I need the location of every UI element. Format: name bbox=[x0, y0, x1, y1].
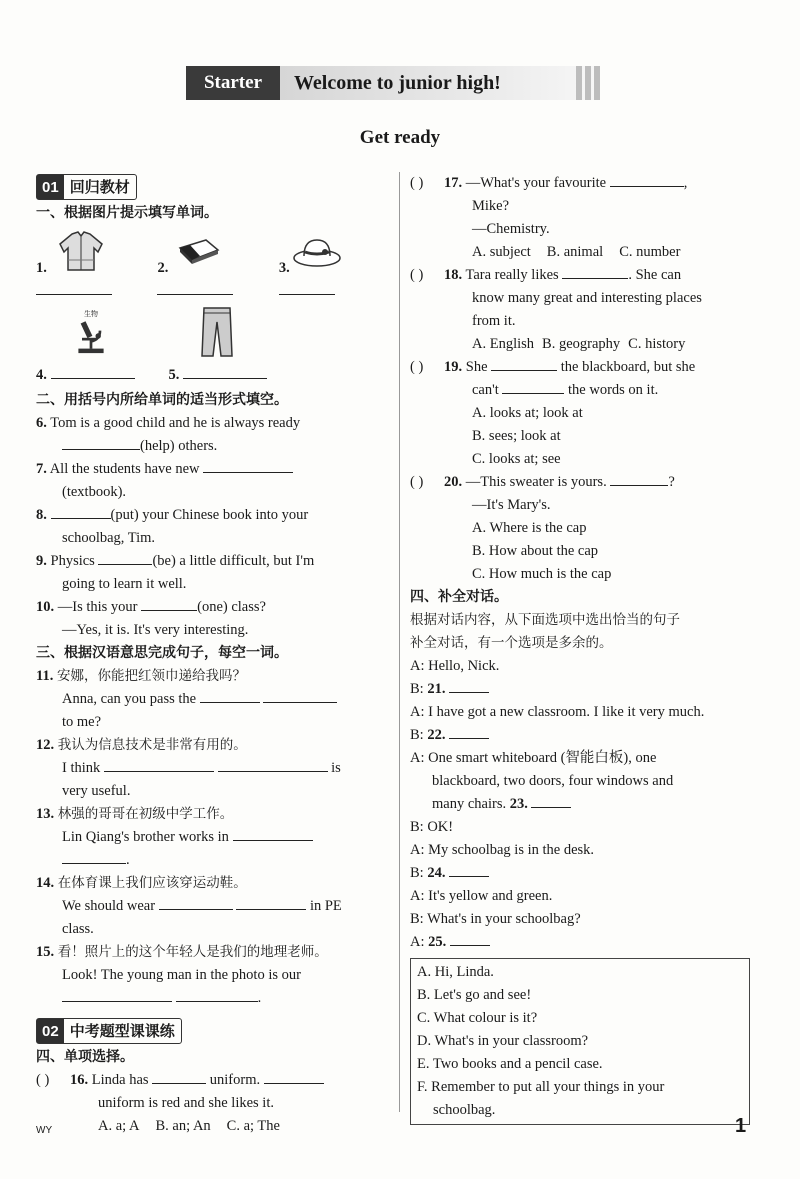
blank-q23[interactable] bbox=[531, 793, 571, 808]
answer-blank-4[interactable] bbox=[51, 364, 135, 379]
question-15: 15. 看！照片上的这个年轻人是我们的地理老师。 bbox=[36, 944, 328, 960]
option-17b[interactable]: B. animal bbox=[546, 244, 604, 260]
blank-q19b[interactable] bbox=[502, 379, 564, 394]
answer-row-2: 4. 5. bbox=[36, 361, 381, 387]
footer-code: WY bbox=[36, 1125, 53, 1136]
dialogue-line: B: 24. bbox=[410, 862, 758, 885]
answer-blank-5[interactable] bbox=[183, 364, 267, 379]
answer-blank-2[interactable] bbox=[157, 280, 233, 295]
option-d[interactable]: D. What's in your classroom? bbox=[417, 1033, 589, 1049]
picture-row-2 bbox=[36, 303, 381, 361]
option-e[interactable]: E. Two books and a pencil case. bbox=[417, 1056, 603, 1072]
part3-heading: 三、根据汉语意思完成句子，每空一词。 bbox=[36, 645, 288, 661]
option-16a[interactable]: A. a; A bbox=[98, 1118, 140, 1134]
banner-bars bbox=[576, 66, 600, 100]
dialogue-line: A: My schoolbag is in the desk. bbox=[410, 842, 595, 858]
starter-label: Starter bbox=[186, 66, 280, 100]
trousers-icon bbox=[192, 310, 242, 354]
blank-q10[interactable] bbox=[141, 596, 197, 611]
option-f-continued: schoolbag. bbox=[433, 1102, 496, 1118]
section-number: 01 bbox=[37, 175, 64, 199]
part4-heading: 四、单项选择。 bbox=[36, 1049, 134, 1065]
answer-blank-1[interactable] bbox=[36, 280, 112, 295]
blank-q11a[interactable] bbox=[200, 688, 260, 703]
question-14: 14. 在体育课上我们应该穿运动鞋。 bbox=[36, 875, 247, 891]
column-divider bbox=[399, 172, 400, 1112]
question-8: 8. (put) your Chinese book into your bbox=[36, 504, 381, 527]
blank-q15b[interactable] bbox=[176, 987, 258, 1002]
option-20c[interactable]: C. How much is the cap bbox=[472, 566, 612, 582]
blank-q9[interactable] bbox=[98, 550, 152, 565]
instructions-line-1: 根据对话内容，从下面选项中选出恰当的句子 bbox=[410, 612, 680, 628]
question-9: 9. Physics (be) a little difficult, but I'm bbox=[36, 550, 381, 573]
option-b[interactable]: B. Let's go and see! bbox=[417, 987, 532, 1003]
option-17c[interactable]: C. number bbox=[619, 244, 681, 260]
right-column: ( ) 17. —What's your favourite , Mike? —Chemistry. A. subject B. animal C. number ( ) 18. Tara really likes . She can know many great and interesting places from it. A. English B. geography C. history ( ) 19. She the blackboard, but she can't the words on it. A. looks at; look at B. sees; look at C. looks at; see ( ) 20. —This sweater is yours. ? —It's Mary's. A. Where is the cap B. How about the cap C. How much is the cap 四、补全对话。 根据对话内容，从下面选项中选出恰当的句子 补全对话，有一个选项是多余的。 A: Hello, Nick. B: 21. A: I have got a new classroom. I like it very much. B: 22. A: One smart whiteboard (智能白板), one blackboard, two doors, four windows and many chairs. 23. B: OK! A: My schoolbag is in the desk. B: 24. A: It's yellow and green. B: What's in your schoolbag? A: 25. A. Hi, Linda. B. Let's go and see! C. What colour is it? D. What's in your classroom? E. Two books and a pencil case. F. Remember to put all your things in your schoolbag. bbox=[410, 172, 758, 1125]
question-19: ( ) 19. She the blackboard, but she bbox=[410, 356, 758, 379]
question-13: 13. 林强的哥哥在初级中学工作。 bbox=[36, 806, 234, 822]
dialogue-line: many chairs. 23. bbox=[410, 793, 758, 816]
question-10: 10. —Is this your (one) class? bbox=[36, 596, 381, 619]
blank-q8[interactable] bbox=[51, 504, 111, 519]
section-title: 回归教材 bbox=[69, 177, 130, 196]
option-17a[interactable]: A. subject bbox=[472, 244, 531, 260]
dialogue-line: B: 22. bbox=[410, 724, 758, 747]
option-16b[interactable]: B. an; An bbox=[155, 1118, 211, 1134]
option-20a[interactable]: A. Where is the cap bbox=[472, 520, 587, 536]
blank-q11b[interactable] bbox=[263, 688, 337, 703]
blank-q25[interactable] bbox=[450, 931, 490, 946]
part5-heading: 四、补全对话。 bbox=[410, 589, 508, 605]
blank-q6[interactable] bbox=[62, 435, 140, 450]
question-20: ( ) 20. —This sweater is yours. ? bbox=[410, 471, 758, 494]
question-17: ( ) 17. —What's your favourite , bbox=[410, 172, 758, 195]
option-19b[interactable]: B. sees; look at bbox=[472, 428, 561, 444]
blank-q22[interactable] bbox=[449, 724, 489, 739]
blank-q21[interactable] bbox=[449, 678, 489, 693]
dialogue-line: A: Hello, Nick. bbox=[410, 658, 500, 674]
option-19c[interactable]: C. looks at; see bbox=[472, 451, 561, 467]
microscope-icon: 生物 bbox=[66, 310, 116, 354]
option-18a[interactable]: A. English bbox=[472, 336, 535, 352]
question-16: ( ) 16. Linda has uniform. bbox=[36, 1069, 381, 1092]
dialogue-line: A: I have got a new classroom. I like it very much. bbox=[410, 704, 705, 720]
blank-q24[interactable] bbox=[449, 862, 489, 877]
blank-q7[interactable] bbox=[203, 458, 293, 473]
question-11: 11. 安娜，你能把红领巾递给我吗？ bbox=[36, 668, 246, 684]
question-7: 7. All the students have new bbox=[36, 458, 381, 481]
option-a[interactable]: A. Hi, Linda. bbox=[417, 964, 494, 980]
part1-heading: 一、根据图片提示填写单词。 bbox=[36, 205, 218, 221]
section-title: 中考题型课课练 bbox=[69, 1021, 175, 1040]
blank-q12b[interactable] bbox=[218, 757, 328, 772]
left-column: 01 回归教材 一、根据图片提示填写单词。 1. 2. 3. 生物 4. 5. 二、用括号内所给单词的适当形式填空。 6. Tom is a good child and he is always ready (help) others. 7. All the students have new (textbook). 8. (put) your Chinese book into your schoolbag, Tim. 9. Physics (be) a little difficult, but I'm going to learn it well. 10. —Is this your (one) class? —Yes, it is. It's very interesting. 三、根据汉语意思完成句子，每空一词。 11. 安娜，你能把红领巾递给我吗？ Anna, can you pass the to me? 12. 我认为信息技术是非常有用的。 I think is very useful. 13. 林强的哥哥在初级中学工作。 Lin Qiang's brother works in . 14. 在体育课上我们应该穿运动鞋。 We should wear in PE class. 15. 看！照片上的这个年轻人是我们的地理老师。 Look! The young man in the photo is our . 02 中考题型课课练 四、单项选择。 ( ) 16. Linda has uniform. uniform is red and she likes it. A. a; A B. an; An C. a; The bbox=[36, 172, 381, 1138]
blank-q13b[interactable] bbox=[62, 849, 126, 864]
section-header-01 bbox=[36, 174, 137, 200]
question-12: 12. 我认为信息技术是非常有用的。 bbox=[36, 737, 247, 753]
blank-q13a[interactable] bbox=[233, 826, 313, 841]
question-6: 6. Tom is a good child and he is always ready bbox=[36, 415, 301, 431]
page-number: 1 bbox=[735, 1115, 747, 1137]
blank-q12a[interactable] bbox=[104, 757, 214, 772]
dialogue-line: A: One smart whiteboard (智能白板), one bbox=[410, 750, 657, 766]
question-18: ( ) 18. Tara really likes . She can bbox=[410, 264, 758, 287]
page-subtitle: Get ready bbox=[359, 127, 441, 148]
blank-q15a[interactable] bbox=[62, 987, 172, 1002]
title-banner bbox=[186, 66, 596, 100]
blank-q19a[interactable] bbox=[491, 356, 557, 371]
option-18c[interactable]: C. history bbox=[628, 336, 686, 352]
dialogue-line: A: It's yellow and green. bbox=[410, 888, 553, 904]
options-box bbox=[410, 958, 750, 1125]
answer-blank-3[interactable] bbox=[279, 280, 335, 295]
section-number: 02 bbox=[37, 1019, 64, 1043]
blank-q14a[interactable] bbox=[159, 895, 233, 910]
part2-heading: 二、用括号内所给单词的适当形式填空。 bbox=[36, 392, 288, 408]
blank-q16a[interactable] bbox=[152, 1069, 206, 1084]
blank-q16b[interactable] bbox=[264, 1069, 324, 1084]
blank-q17[interactable] bbox=[610, 172, 684, 187]
option-c[interactable]: C. What colour is it? bbox=[417, 1010, 538, 1026]
dialogue-line: B: What's in your schoolbag? bbox=[410, 911, 581, 927]
blank-q20[interactable] bbox=[610, 471, 668, 486]
section-header-02 bbox=[36, 1018, 182, 1044]
instructions-line-2: 补全对话，有一个选项是多余的。 bbox=[410, 635, 613, 651]
dialogue-line: blackboard, two doors, four windows and bbox=[432, 773, 674, 789]
dialogue-line: B: OK! bbox=[410, 819, 454, 835]
blank-q18[interactable] bbox=[562, 264, 628, 279]
unit-title: Welcome to junior high! bbox=[280, 66, 596, 100]
dialogue-line: B: 21. bbox=[410, 678, 758, 701]
option-16c[interactable]: C. a; The bbox=[226, 1118, 280, 1134]
dialogue-line: A: 25. bbox=[410, 931, 758, 954]
option-18b[interactable]: B. geography bbox=[542, 336, 621, 352]
option-f[interactable]: F. Remember to put all your things in your bbox=[417, 1079, 665, 1095]
answer-row-1: 1. 2. 3. bbox=[36, 277, 381, 303]
blank-q14b[interactable] bbox=[236, 895, 306, 910]
option-20b[interactable]: B. How about the cap bbox=[472, 543, 599, 559]
option-19a[interactable]: A. looks at; look at bbox=[472, 405, 583, 421]
